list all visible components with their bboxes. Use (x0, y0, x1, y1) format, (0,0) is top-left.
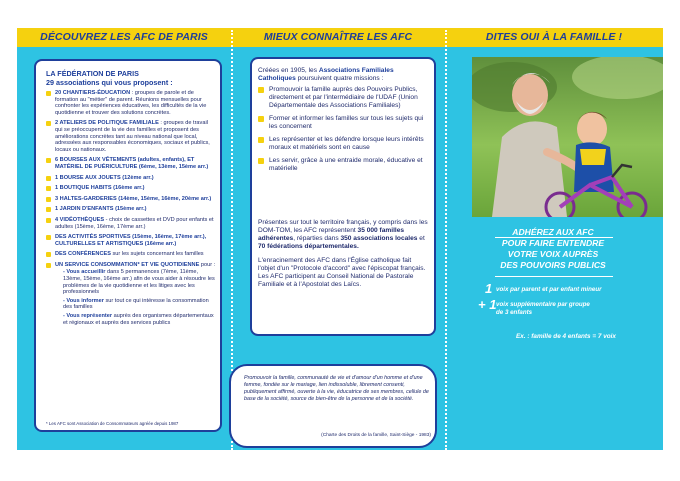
vote-count-one: 1 (485, 281, 493, 296)
item-lead: 6 BOURSES AUX VÊTEMENTS (adultes, enfants), ET MATÉRIEL DE PUÉRICULTURE (6ème, 13ème, 15ème arr.) (55, 157, 209, 170)
sub-item-lead: - Vous informer (63, 297, 104, 304)
fold-line (445, 30, 447, 450)
bullet-icon (46, 158, 51, 163)
bullet-icon (258, 137, 264, 143)
item-text: : groupes de travail qui se préoccupent de la vie des familles et proposent des améliorations concrètes tant au niveau national que local, adressées aux responsables économiques, sociaux et publics, locaux ou nationaux. (55, 120, 210, 153)
item-lead: 2 ATELIERS DE POLITIQUE FAMILIALE (55, 120, 159, 127)
presence-text (258, 219, 430, 295)
bullet-icon (46, 197, 51, 202)
bullet-icon (258, 87, 264, 93)
item-lead: 1 BOURSE AUX JOUETS (12ème arr.) (55, 174, 154, 181)
item-lead: 20 CHANTIERS-ÉDUCATION (55, 90, 131, 96)
bullet-icon (46, 186, 51, 191)
item-text: sur les sujets concernant les familles (110, 251, 204, 258)
tagline-underline (495, 276, 613, 277)
mission-text: Former et informer les familles sur tous les sujets qui les concernent (269, 115, 424, 130)
item-lead: UN SERVICE CONSOMMATION* ET VIE QUOTIDIENNE (55, 261, 200, 268)
para-text: , réparties dans (293, 235, 341, 242)
family-photo (472, 57, 663, 217)
mission-text: Les représenter et les défendre lorsque leurs intérêts moraux et matériels sont en cause (269, 136, 424, 151)
missions-content (258, 67, 430, 178)
grandfather-child-bicycle-image (472, 57, 663, 217)
tagline-line: ADHÉREZ AUX AFC (512, 227, 594, 237)
intro-bold: Associations Familiales Catholiques (258, 67, 394, 82)
item-text: pour : (199, 261, 216, 268)
header-left: DÉCOUVREZ LES AFC DE PARIS (40, 31, 208, 43)
mission-text: Promouvoir la famille auprès des Pouvoirs Publics, directement et par l'intermédiaire de l'UDAF (Union Départementale des Associations Familiales) (269, 86, 418, 109)
bullet-icon (46, 252, 51, 257)
presence-paragraph (258, 219, 430, 251)
vote-rule-line: voix supplémentaire par groupe (496, 301, 590, 308)
list-item (46, 217, 216, 230)
list-item (46, 175, 216, 182)
bullet-icon (46, 121, 51, 126)
sub-item (63, 298, 216, 311)
para-bold: 35 000 familles adhérentes (258, 227, 405, 242)
header-right: DITES OUI À LA FAMILLE ! (485, 31, 623, 43)
tagline-line: VOTRE VOIX AUPRÈS (507, 249, 599, 259)
services-list (46, 90, 216, 330)
sub-item-text: auprès des organismes départementaux et régionaux et auprès des services publics (63, 313, 214, 326)
sub-item-text: sur tout ce qui intéresse la consommation des familles (63, 297, 209, 311)
item-lead: 3 HALTES-GARDERIES (14ème, 15ème, 16ème, 20ème arr.) (55, 195, 212, 202)
intro-text: Créées en 1905, les (258, 67, 319, 74)
bullet-icon (46, 176, 51, 181)
bullet-icon (46, 218, 51, 223)
para-text: Présentes sur tout le territoire français, y compris dans les DOM-TOM, les AFC représentent (258, 219, 428, 234)
sub-item-lead: - Vous représenter (63, 313, 113, 320)
mission-item (258, 86, 430, 110)
header-middle: MIEUX CONNAÎTRE LES AFC (263, 31, 413, 43)
federation-subtitle: 29 associations qui vous proposent : (46, 78, 173, 87)
item-text: : groupes de parole et de formation au "métier" de parent. Réunions mensuelles pour confronter les expériences éducatives, les difficultés de la vie quotidienne et trouver des solutions concrètes. (55, 90, 207, 116)
list-item (46, 251, 216, 258)
charter-quote: Promouvoir la famille, communauté de vie et d'amour d'un homme et d'une femme, fondée sur le mariage, lien indissoluble, librement consenti, publiquement affirmé, ouverte à la vie, éducatrice de ses membres, cellule de base de la société, source de bien-être de la personne et de la société. (244, 375, 429, 402)
tagline-line: DES POUVOIRS PUBLICS (500, 260, 606, 270)
federation-title-line: LA FÉDÉRATION DE PARIS (46, 69, 139, 78)
bullet-icon (46, 235, 51, 240)
para-text: et (417, 235, 425, 242)
missions-intro (258, 67, 430, 83)
join-tagline (453, 227, 653, 271)
footnote: * Les AFC sont Association de Consommateurs agréée depuis 1987 (46, 421, 179, 426)
list-item (46, 157, 216, 170)
sub-item (63, 269, 216, 295)
federation-title (46, 69, 218, 87)
bullet-icon (258, 158, 264, 164)
list-item (46, 234, 216, 247)
item-lead: 1 JARDIN D'ENFANTS (15ème arr.) (55, 206, 147, 213)
item-lead: 1 BOUTIQUE HABITS (16ème arr.) (55, 185, 145, 192)
tagline-underline (495, 237, 613, 238)
para-bold: 350 associations locales (340, 235, 418, 242)
mission-item (258, 115, 430, 131)
intro-tail: poursuivent quatre missions : (295, 75, 384, 82)
vote-example: Ex. : famille de 4 enfants = 7 voix (516, 333, 616, 340)
bullet-icon (46, 207, 51, 212)
tagline-line: POUR FAIRE ENTENDRE (501, 238, 605, 248)
list-item (46, 206, 216, 213)
sub-item-lead: - Vous accueillir (63, 269, 106, 276)
list-item (46, 120, 216, 153)
item-lead: DES CONFÉRENCES (55, 251, 111, 258)
list-item (46, 262, 216, 326)
list-item (46, 90, 216, 116)
mission-text: Les servir, grâce à une entraide morale, éducative et matérielle (269, 157, 423, 172)
vote-rule-extra (496, 301, 661, 317)
charter-source: (Charte des Droits de la famille, Saint-Siège - 1983) (321, 433, 431, 438)
item-lead: DES ACTIVITÉS SPORTIVES (15ème, 16ème, 17ème arr.), CULTURELLES ET ARTISTIQUES (16ème arr.) (55, 234, 207, 247)
mission-item (258, 136, 430, 152)
sub-item (63, 313, 216, 326)
vote-count-extra: + 1 (478, 297, 497, 312)
item-lead: 4 VIDÉOTHÈQUES (55, 216, 105, 223)
bullet-icon (46, 263, 51, 268)
consumer-service-sublist (55, 269, 216, 326)
list-item (46, 196, 216, 203)
vote-rule-line: de 3 enfants (496, 309, 533, 316)
bullet-icon (258, 116, 264, 122)
item-text: - choix de cassettes et DVD pour enfants et adultes (15ème, 16ème, 17ème arr.) (55, 216, 214, 230)
church-paragraph: L'enracinement des AFC dans l'Église catholique fait l'objet d'un "Protocole d'accord" avec l'épiscopat français. Les AFC participent au Conseil National de Pastorale Familiale et à l'Apostolat des Laïcs. (258, 257, 426, 288)
bullet-icon (46, 91, 51, 96)
para-bold: 70 fédérations départementales. (258, 243, 359, 250)
mission-item (258, 157, 430, 173)
list-item (46, 185, 216, 192)
vote-rule-one: voix par parent et par enfant mineur (496, 286, 602, 293)
sub-item-text: dans 5 permanences (7ème, 11ème, 13ème, 15ème, 16ème arr.) afin de vous aider à résoudre les problèmes de la vie quotidienne et les litiges avec les professionnels (63, 269, 215, 296)
